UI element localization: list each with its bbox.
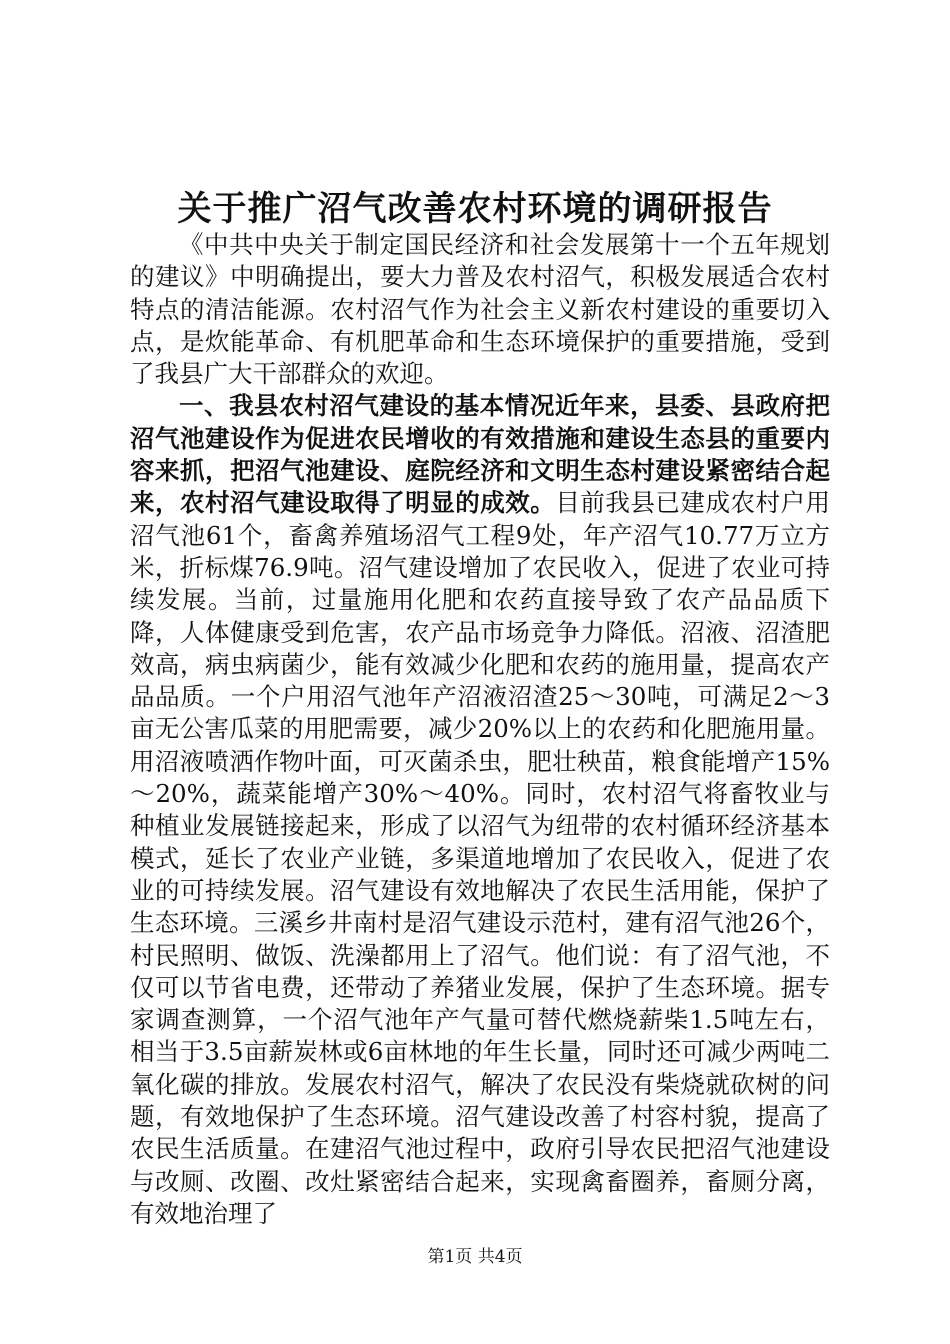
page-footer	[0, 1245, 950, 1269]
document-title: 关于推广沼气改善农村环境的调研报告	[177, 189, 773, 229]
section-one-paragraph	[130, 390, 830, 1230]
section-one-body: 目前我县已建成农村户用沼气池61个，畜禽养殖场沼气工程9处，年产沼气10.77万立方米，折标煤76.9吨。沼气建设增加了农民收入，促进了农业可持续发展。当前，过量施用化肥和农药直接导致了农产品品质下降，人体健康受到危害，农产品市场竞争力降低。沼液、沼渣肥效高，病虫病菌少，能有效减少化肥和农药的施用量，提高农产品品质。一个户用沼气池年产沼液沼渣25～30吨，可满足2～3亩无公害瓜菜的用肥需要，减少20%以上的农药和化肥施用量。用沼液喷洒作物叶面，可灭菌杀虫，肥壮秧苗，粮食能增产15%～20%，蔬菜能增产30%～40%。同时，农村沼气将畜牧业与种植业发展链接起来，形成了以沼气为纽带的农村循环经济基本模式，延长了农业产业链，多渠道地增加了农民收入，促进了农业的可持续发展。沼气建设有效地解决了农民生活用能，保护了生态环境。三溪乡井南村是沼气建设示范村，建有沼气池26个，村民照明、做饭、洗澡都用上了沼气。他们说：有了沼气池，不仅可以节省电费，还带动了养猪业发展，保护了生态环境。据专家调查测算，一个沼气池年产气量可替代燃烧薪柴1.5吨左右，相当于3.5亩薪炭林或6亩林地的年生长量，同时还可减少两吨二氧化碳的排放。发展农村沼气，解决了农民没有柴烧就砍树的问题，有效地保护了生态环境。沼气建设改善了村容村貌，提高了农民生活质量。在建沼气池过程中，政府引导农民把沼气池建设与改厕、改圈、改灶紧密结合起来，实现禽畜圈养，畜厕分离，有效地治理了	[130, 488, 831, 1228]
document-body	[130, 229, 830, 1230]
intro-paragraph: 《中共中央关于制定国民经济和社会发展第十一个五年规划的建议》中明确提出，要大力普及农村沼气，积极发展适合农村特点的清洁能源。农村沼气作为社会主义新农村建设的重要切入点，是炊能革命、有机肥革命和生态环境保护的重要措施，受到了我县广大干部群众的欢迎。	[130, 230, 830, 389]
section-one-heading: 一、我县农村沼气建设的基本情况近年来，县委、县政府把沼气池建设作为促进农民增收的有效措施和建设生态县的重要内容来抓，把沼气池建设、庭院经济和文明生态村建设紧密结合起来，农村沼气建设取得了明显的成效。	[130, 391, 830, 518]
page-indicator: 第1页 共4页	[427, 1247, 523, 1267]
